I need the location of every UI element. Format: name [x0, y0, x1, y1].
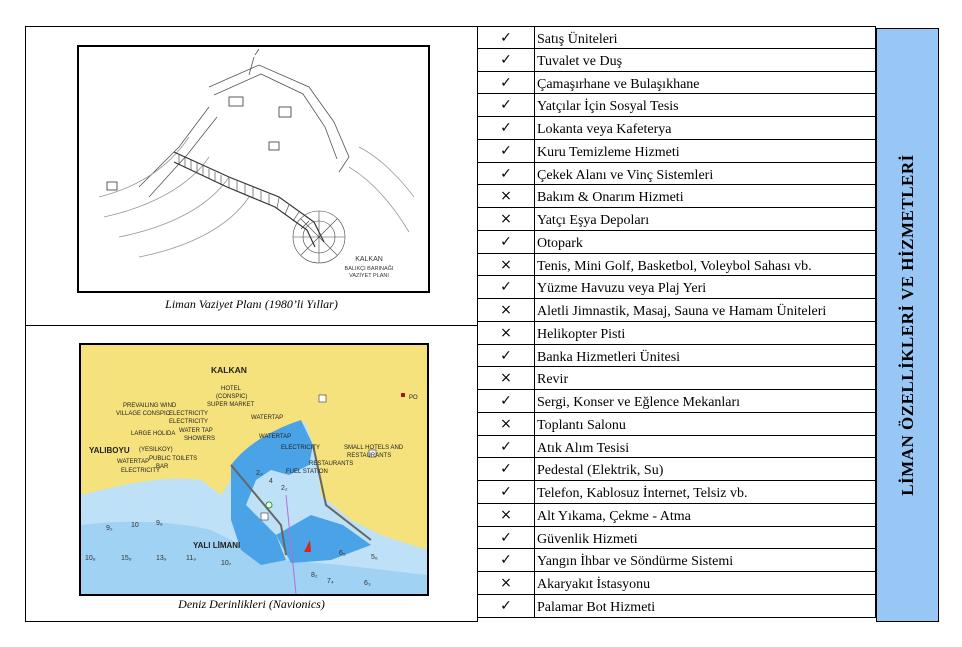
- service-label: Telefon, Kablosuz İnternet, Telsiz vb.: [535, 481, 876, 503]
- map-electricity-2: ELECTRICITY: [169, 419, 209, 425]
- service-row: [478, 481, 876, 504]
- availability-mark: ✓: [478, 49, 535, 71]
- availability-mark: ✓: [478, 390, 535, 412]
- service-row: [478, 140, 876, 163]
- service-label: Satış Üniteleri: [535, 27, 876, 48]
- map-watertap-showers: WATER TAP: [179, 428, 213, 434]
- availability-mark: ×: [478, 504, 535, 526]
- svg-text:2₃: 2₃: [256, 470, 263, 477]
- service-label: Yatçı Eşya Depoları: [535, 208, 876, 230]
- service-row: [478, 276, 876, 299]
- map-restaurants-1: RESTAURANTS: [347, 453, 392, 459]
- service-label: Revir: [535, 367, 876, 389]
- availability-mark: ✓: [478, 527, 535, 549]
- availability-mark: ✓: [478, 436, 535, 458]
- service-label: Çamaşırhane ve Bulaşıkhane: [535, 72, 876, 94]
- availability-mark: ✓: [478, 231, 535, 253]
- service-label: Yangın İhbar ve Söndürme Sistemi: [535, 549, 876, 571]
- svg-text:10₈: 10₈: [85, 555, 96, 562]
- service-row: [478, 549, 876, 572]
- service-row: [478, 208, 876, 231]
- harbor-site-plan: [77, 45, 430, 293]
- map-watertap-2: WATERTAP: [259, 434, 292, 440]
- map-electricity-4: ELECTRICITY: [121, 468, 161, 474]
- service-row: [478, 72, 876, 95]
- service-label: Sergi, Konser ve Eğlence Mekanları: [535, 390, 876, 412]
- depth-chart-drawing: [81, 345, 427, 594]
- service-row: [478, 595, 876, 618]
- service-row: [478, 413, 876, 436]
- availability-mark: ✓: [478, 595, 535, 617]
- availability-mark: ✓: [478, 276, 535, 298]
- map-showers: SHOWERS: [184, 436, 216, 442]
- vertical-title-column: [876, 28, 939, 622]
- top-figure-caption: Liman Vaziyet Planı (1980’li Yıllar): [165, 297, 338, 311]
- service-label: Helikopter Pisti: [535, 322, 876, 344]
- plan-stamp-line1: KALKAN: [355, 256, 383, 263]
- service-label: Tenis, Mini Golf, Basketbol, Voleybol Sahası vb.: [535, 254, 876, 276]
- svg-text:7₄: 7₄: [327, 578, 334, 585]
- map-po: PO: [409, 395, 418, 401]
- map-prevailing-wind: PREVAILING WIND: [123, 403, 177, 409]
- map-fuel-station: FUEL STATION: [286, 469, 328, 475]
- map-watertap-3: WATERTAP: [117, 459, 150, 465]
- availability-mark: ×: [478, 208, 535, 230]
- service-label: Yüzme Havuzu veya Plaj Yeri: [535, 276, 876, 298]
- navionics-depth-chart: [79, 343, 429, 596]
- map-electricity-3: ELECTRICITY: [281, 445, 321, 451]
- svg-text:9₂: 9₂: [106, 525, 113, 532]
- service-label: Yatçılar İçin Sosyal Tesis: [535, 94, 876, 116]
- figures-panel: [25, 26, 478, 622]
- map-large-holiday: LARGE HOLIDA: [131, 431, 176, 437]
- map-town-label: KALKAN: [211, 365, 247, 375]
- map-small-hotels: SMALL HOTELS AND: [344, 445, 404, 451]
- service-label: Kuru Temizleme Hizmeti: [535, 140, 876, 162]
- availability-mark: ×: [478, 367, 535, 389]
- svg-text:11₉: 11₉: [186, 555, 197, 562]
- service-row: [478, 367, 876, 390]
- availability-mark: ×: [478, 185, 535, 207]
- availability-mark: ✓: [478, 458, 535, 480]
- service-row: [478, 458, 876, 481]
- svg-text:4: 4: [269, 478, 273, 485]
- figure-divider: [26, 325, 477, 326]
- availability-mark: ✓: [478, 117, 535, 139]
- service-row: [478, 299, 876, 322]
- map-yaliboyu: YALIBOYU: [89, 446, 130, 455]
- availability-mark: ✓: [478, 163, 535, 185]
- service-row: [478, 436, 876, 459]
- svg-text:2₂: 2₂: [281, 485, 288, 492]
- availability-mark: ✓: [478, 549, 535, 571]
- availability-mark: ✓: [478, 345, 535, 367]
- svg-text:5₆: 5₆: [371, 554, 378, 561]
- service-row: [478, 163, 876, 186]
- service-row: [478, 185, 876, 208]
- map-supermarket: SUPER MARKET: [207, 402, 255, 408]
- service-label: Güvenlik Hizmeti: [535, 527, 876, 549]
- service-row: [478, 504, 876, 527]
- service-row: [478, 572, 876, 595]
- map-watertap-1: WATERTAP: [251, 415, 284, 421]
- service-row: [478, 322, 876, 345]
- service-label: Aletli Jimnastik, Masaj, Sauna ve Hamam Üniteleri: [535, 299, 876, 321]
- service-label: Pedestal (Elektrik, Su): [535, 458, 876, 480]
- service-label: Otopark: [535, 231, 876, 253]
- svg-text:9₉: 9₉: [156, 520, 163, 527]
- service-row: [478, 231, 876, 254]
- service-label: Tuvalet ve Duş: [535, 49, 876, 71]
- service-row: [478, 94, 876, 117]
- service-label: Toplantı Salonu: [535, 413, 876, 435]
- map-electricity-1: ELECTRICITY: [169, 411, 209, 417]
- svg-text:8₂: 8₂: [311, 572, 318, 579]
- service-row: [478, 49, 876, 72]
- services-table: [478, 26, 876, 618]
- map-conspic: (CONSPIC): [216, 394, 248, 400]
- map-hotel: HOTEL: [221, 386, 242, 392]
- availability-mark: ✓: [478, 481, 535, 503]
- service-row: [478, 390, 876, 413]
- service-label: Alt Yıkama, Çekme - Atma: [535, 504, 876, 526]
- availability-mark: ×: [478, 413, 535, 435]
- svg-text:10: 10: [131, 522, 139, 529]
- service-label: Bakım & Onarım Hizmeti: [535, 185, 876, 207]
- plan-stamp-line3: VAZİYET PLANI: [349, 273, 389, 279]
- map-public-toilets: PUBLIC TOILETS: [149, 456, 198, 462]
- service-label: Banka Hizmetleri Ünitesi: [535, 345, 876, 367]
- availability-mark: ✓: [478, 27, 535, 48]
- availability-mark: ×: [478, 322, 535, 344]
- svg-text:15₈: 15₈: [121, 555, 132, 562]
- service-label: Palamar Bot Hizmeti: [535, 595, 876, 617]
- svg-text:10₇: 10₇: [221, 560, 232, 567]
- availability-mark: ✓: [478, 72, 535, 94]
- availability-mark: ✓: [478, 140, 535, 162]
- svg-text:13₉: 13₉: [156, 555, 167, 562]
- map-restaurants-2: RESTAURANTS: [309, 461, 354, 467]
- vertical-title: LİMAN ÖZELLİKLERİ VE HİZMETLERİ: [897, 154, 917, 496]
- svg-text:6₃: 6₃: [364, 580, 371, 587]
- service-row: [478, 527, 876, 550]
- map-village-conspic: VILLAGE CONSPIC: [116, 411, 171, 417]
- bottom-figure-caption: Deniz Derinlikleri (Navionics): [178, 597, 325, 611]
- site-plan-drawing: [79, 47, 428, 291]
- availability-mark: ×: [478, 254, 535, 276]
- service-label: Çekek Alanı ve Vinç Sistemleri: [535, 163, 876, 185]
- map-bar: BAR: [156, 464, 169, 470]
- service-row: [478, 26, 876, 49]
- service-row: [478, 345, 876, 368]
- service-label: Akaryakıt İstasyonu: [535, 572, 876, 594]
- plan-stamp-line2: BALIKÇI BARINAĞI: [344, 266, 394, 272]
- service-label: Lokanta veya Kafeterya: [535, 117, 876, 139]
- availability-mark: ×: [478, 299, 535, 321]
- availability-mark: ✓: [478, 94, 535, 116]
- service-row: [478, 254, 876, 277]
- map-yali-limani: YALI LİMANI: [193, 541, 241, 550]
- svg-text:6₅: 6₅: [339, 550, 346, 557]
- map-yesilkoy: (YESILKOY): [139, 447, 173, 453]
- service-label: Atık Alım Tesisi: [535, 436, 876, 458]
- service-row: [478, 117, 876, 140]
- availability-mark: ×: [478, 572, 535, 594]
